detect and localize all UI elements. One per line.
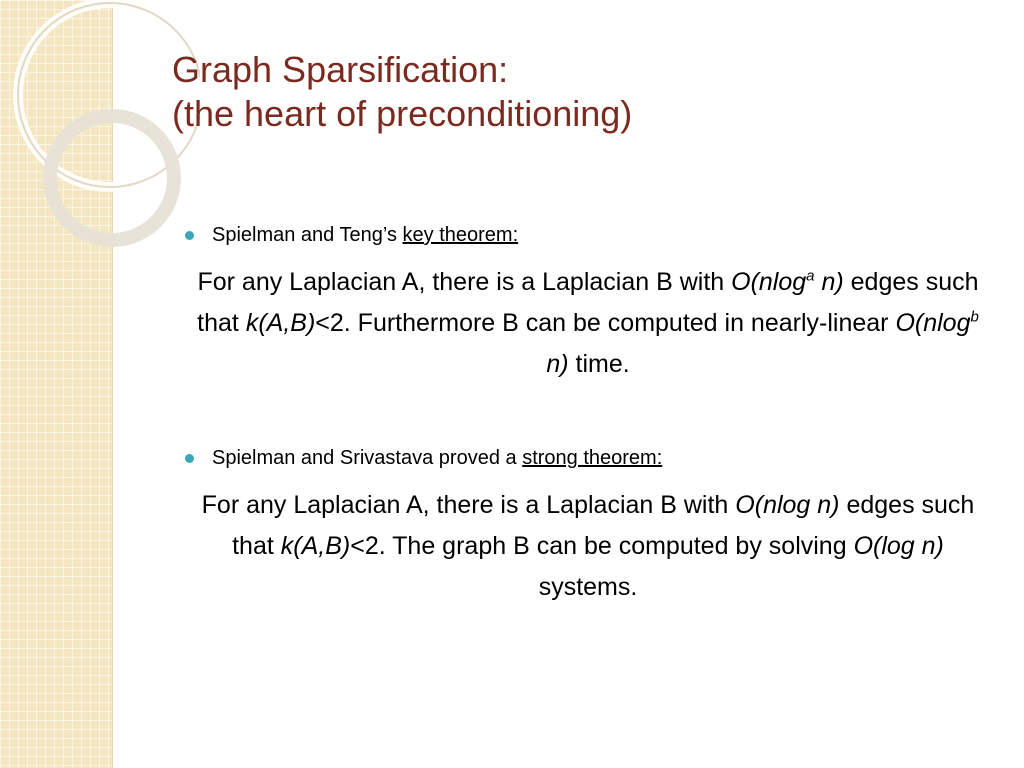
theorem-segment: <2. Furthermore B can be computed in nearly-linear xyxy=(315,309,896,337)
theorem-segment: For any Laplacian A, there is a Laplacian B with xyxy=(201,491,736,519)
theorem-segment: systems. xyxy=(538,573,638,601)
theorem-segment: edges such that xyxy=(197,268,979,337)
math-part: n) xyxy=(814,268,844,296)
theorem-segment: For any Laplacian A, there is a Laplacian B with xyxy=(197,268,732,296)
bullet-strong-theorem xyxy=(212,447,662,470)
theorem-segment: <2. The graph B can be computed by solving xyxy=(350,532,854,560)
math-expression: k(A,B) xyxy=(280,532,351,560)
math-part: n) xyxy=(546,350,569,378)
bullet-term: key theorem: xyxy=(402,224,519,246)
bullet-dot-icon xyxy=(185,454,194,463)
bullet-term: strong theorem: xyxy=(522,447,663,469)
title-line-1: Graph Sparsification: xyxy=(172,49,509,90)
decorative-rings xyxy=(0,0,200,260)
math-superscript: b xyxy=(970,308,979,326)
math-expression: O(log n) xyxy=(853,532,944,560)
math-expression: k(A,B) xyxy=(245,309,316,337)
math-expression: O(nlog n) xyxy=(735,491,840,519)
slide-title xyxy=(172,48,632,136)
theorem-text-2 xyxy=(188,485,988,608)
theorem-text-1 xyxy=(188,262,988,385)
theorem-segment: time. xyxy=(568,350,630,378)
math-part: O(nlog xyxy=(895,309,971,337)
bullet-intro: Spielman and Teng’s xyxy=(212,224,403,246)
bullet-dot-icon xyxy=(185,231,194,240)
bullet-intro: Spielman and Srivastava proved a xyxy=(212,447,523,469)
title-line-2: (the heart of preconditioning) xyxy=(172,93,633,134)
theorem-segment: edges such that xyxy=(232,491,975,560)
math-part: O(nlog xyxy=(731,268,807,296)
bullet-key-theorem xyxy=(212,224,518,247)
math-expression xyxy=(731,268,844,296)
math-superscript: a xyxy=(806,267,815,285)
